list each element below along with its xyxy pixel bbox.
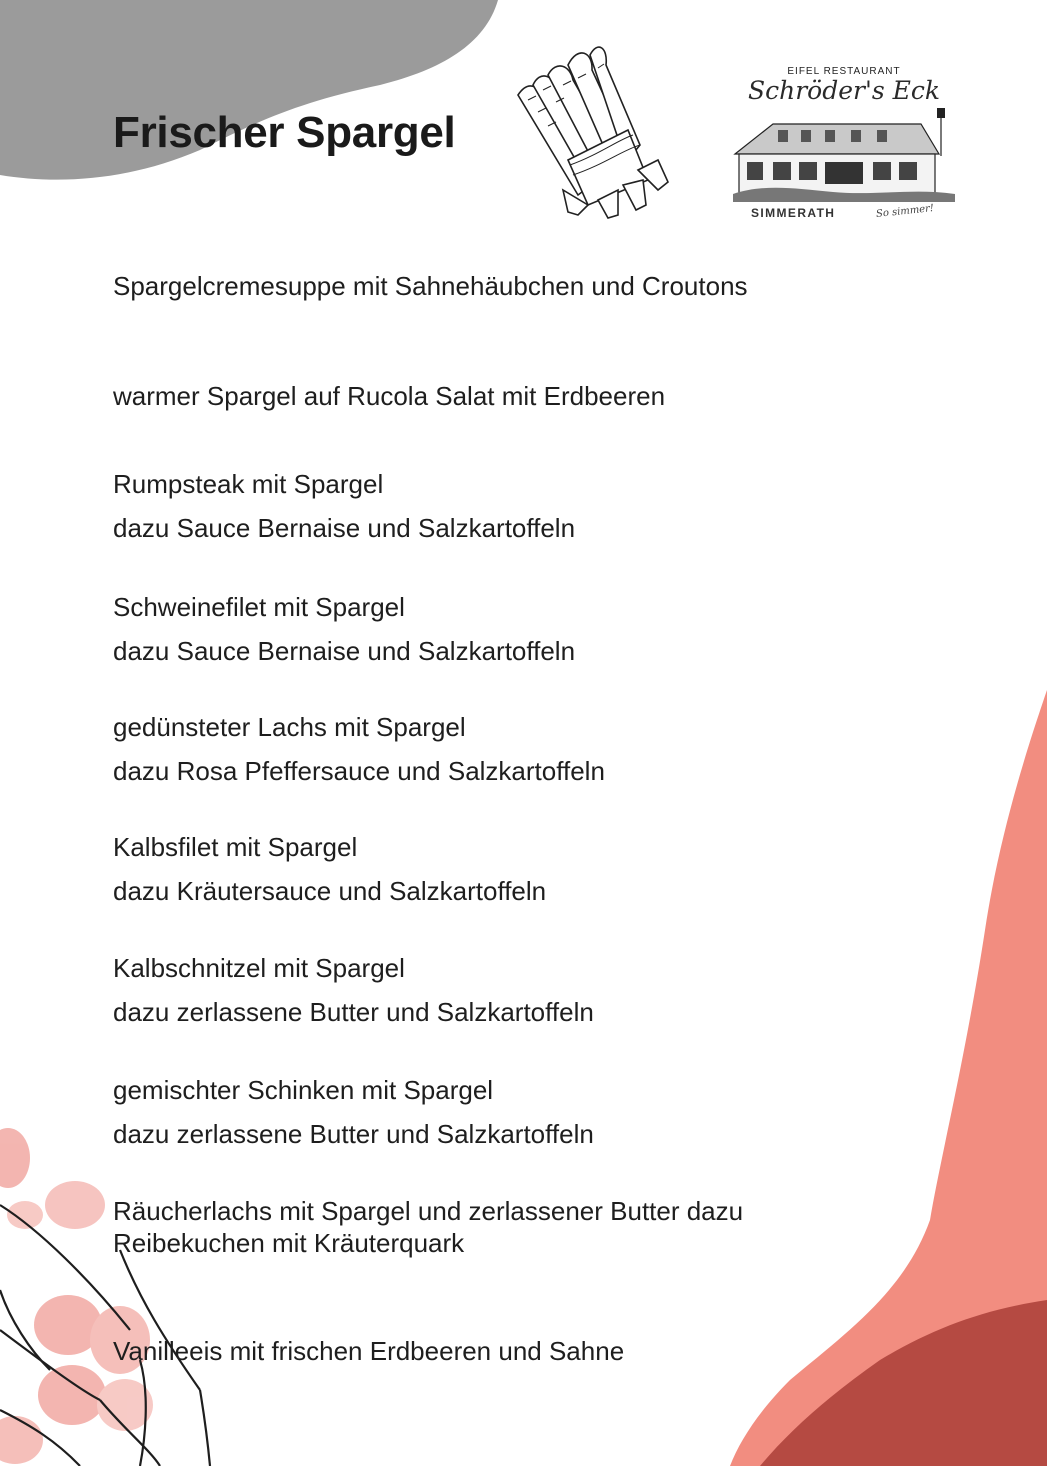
menu-item-7-name: Kalbschnitzel mit Spargel xyxy=(113,953,405,983)
logo-slogan: So simmer! xyxy=(875,202,935,221)
logo-restaurant-name: Schröder's Eck xyxy=(747,76,941,105)
menu-item-2: warmer Spargel auf Rucola Salat mit Erdbeeren xyxy=(113,381,666,411)
menu-item-8-name: gemischter Schinken mit Spargel xyxy=(113,1075,494,1105)
menu-item-4-name: Schweinefilet mit Spargel xyxy=(113,592,405,622)
menu-item-4-detail: dazu Sauce Bernaise und Salzkartoffeln xyxy=(113,636,576,666)
menu-item-1: Spargelcremesuppe mit Sahnehäubchen und Croutons xyxy=(113,271,748,301)
logo-top-line: EIFEL RESTAURANT xyxy=(787,66,901,77)
menu-item-5-detail: dazu Rosa Pfeffersauce und Salzkartoffeln xyxy=(113,756,605,786)
logo-town: SIMMERATH xyxy=(751,206,836,220)
menu-item-9: Räucherlachs mit Spargel und zerlassener Butter dazu Reibekuchen mit Kräuterquark xyxy=(113,1196,744,1258)
menu-item-5-name: gedünsteter Lachs mit Spargel xyxy=(113,712,466,742)
menu-item-6-detail: dazu Kräutersauce und Salzkartoffeln xyxy=(113,876,547,906)
menu-item-3-detail: dazu Sauce Bernaise und Salzkartoffeln xyxy=(113,513,576,543)
asparagus-bundle-icon xyxy=(508,40,678,220)
menu-item-10: Vanilleeis mit frischen Erdbeeren und Sahne xyxy=(113,1336,625,1366)
menu-item-8-detail: dazu zerlassene Butter und Salzkartoffeln xyxy=(113,1119,594,1149)
blossom-decoration xyxy=(0,1128,153,1464)
page-title: Frischer Spargel xyxy=(113,108,456,157)
menu-item-3-name: Rumpsteak mit Spargel xyxy=(113,469,384,499)
restaurant-logo xyxy=(733,62,955,232)
menu-item-7-detail: dazu zerlassene Butter und Salzkartoffeln xyxy=(113,997,594,1027)
restaurant-building-image xyxy=(733,106,955,202)
menu-item-6-name: Kalbsfilet mit Spargel xyxy=(113,832,358,862)
